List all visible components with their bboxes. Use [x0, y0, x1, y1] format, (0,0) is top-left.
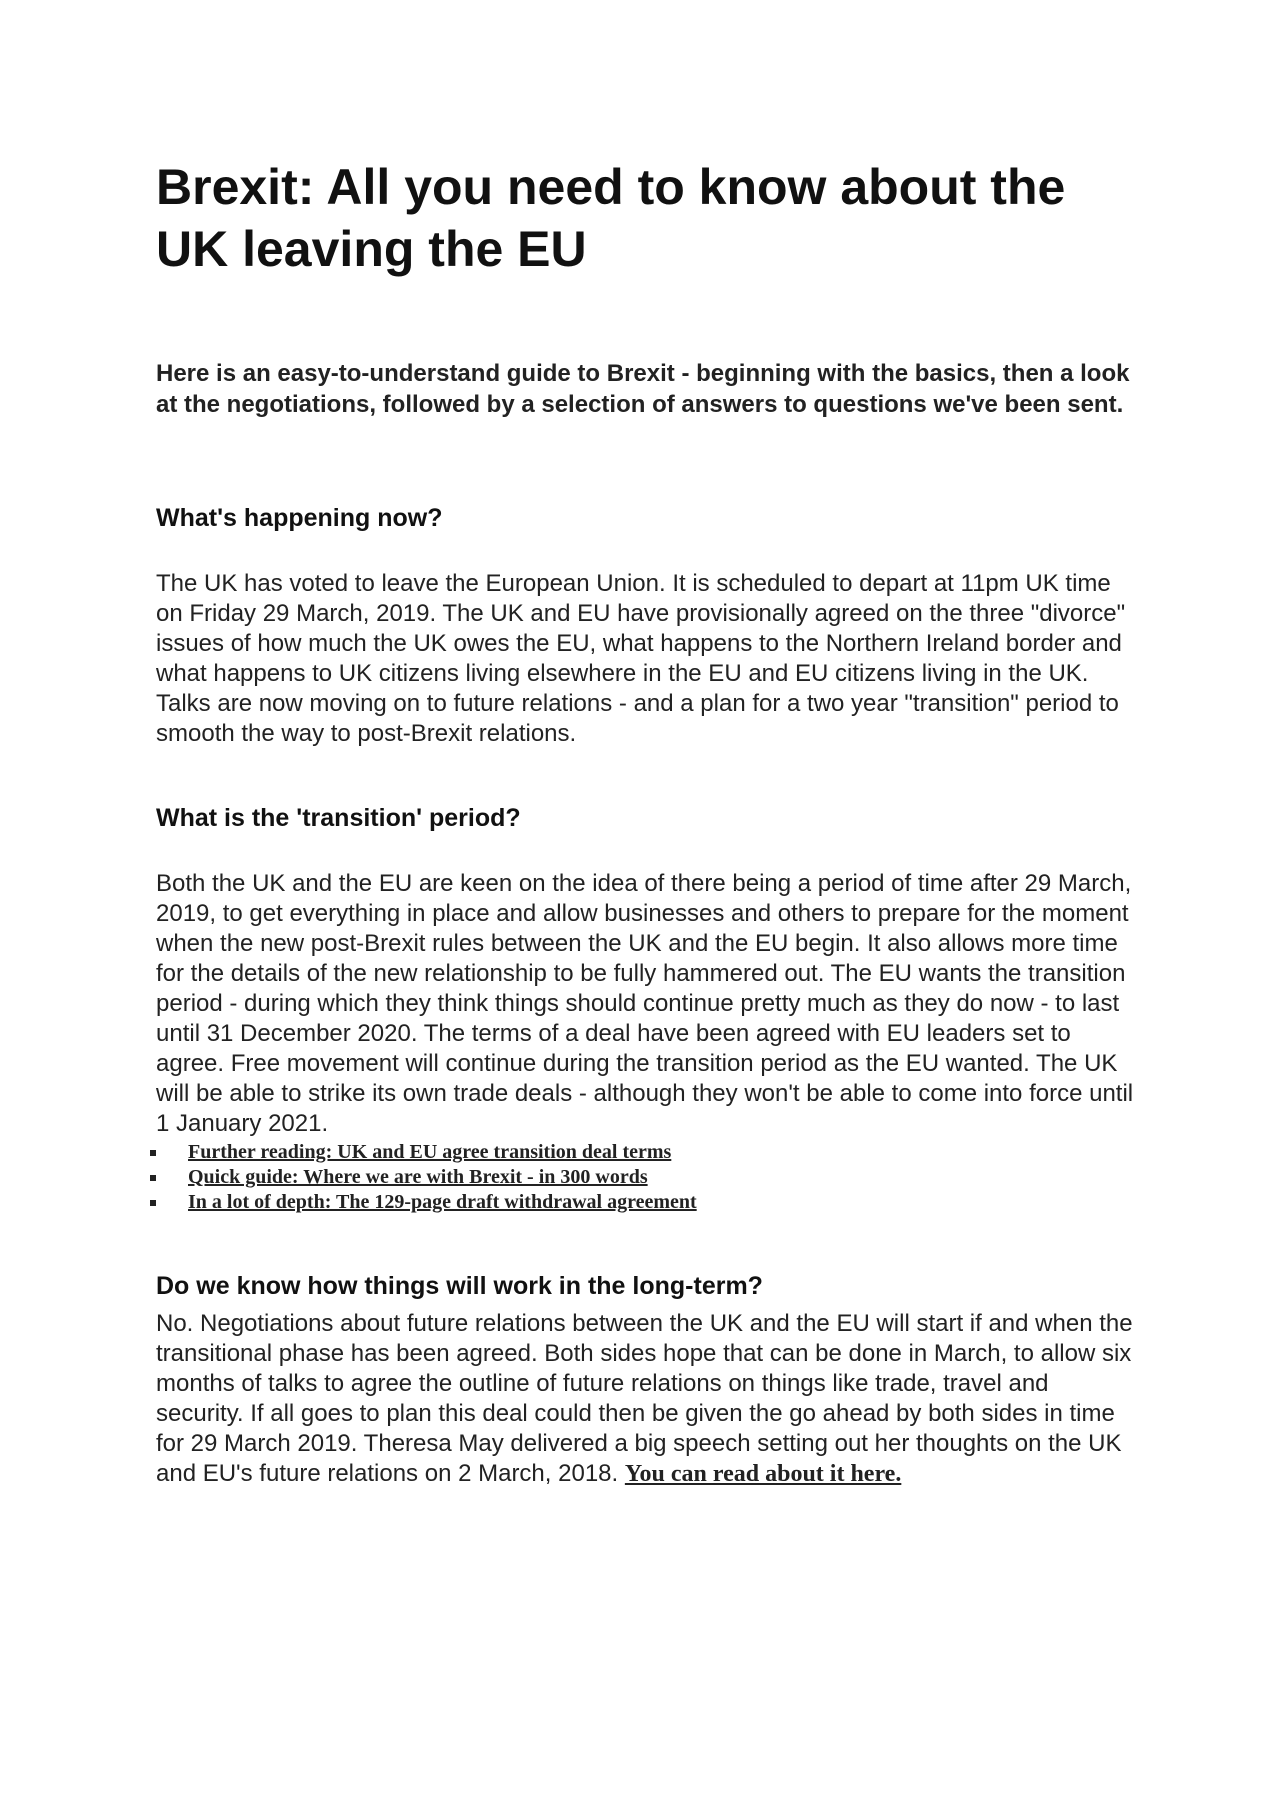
link-quick-guide[interactable]: Quick guide: Where we are with Brexit - in 300 words [188, 1166, 648, 1188]
section-body-long-term [156, 1309, 1141, 1489]
bullet-icon [150, 1150, 156, 1156]
list-item [156, 1190, 697, 1215]
section-heading-long-term: Do we know how things will work in the long-term? [156, 1272, 763, 1300]
link-read-about-speech[interactable]: You can read about it here. [624, 1461, 902, 1487]
bullet-icon [150, 1175, 156, 1181]
section-heading-transition: What is the 'transition' period? [156, 804, 521, 832]
further-reading-list [156, 1140, 697, 1215]
link-draft-withdrawal-agreement[interactable]: In a lot of depth: The 129-page draft withdrawal agreement [188, 1191, 697, 1213]
section-heading-happening-now: What's happening now? [156, 504, 443, 532]
section-body-transition: Both the UK and the EU are keen on the idea of there being a period of time after 29 March, 2019, to get everything in place and allow businesses and others to prepare for the moment when the new post-Brexit rules between the UK and the EU begin. It also allows more time for the details of the new relationship to be fully hammered out. The EU wants the transition period - during which they think things should continue pretty much as they do now - to last until 31 December 2020. The terms of a deal have been agreed with EU leaders set to agree. Free movement will continue during the transition period as the EU wanted. The UK will be able to strike its own trade deals - although they won't be able to come into force until 1 January 2021. [156, 870, 1134, 1137]
section-body-happening-now: The UK has voted to leave the European Union. It is scheduled to depart at 11pm UK time on Friday 29 March, 2019. The UK and EU have provisionally agreed on the three "divorce" issues of how much the UK owes the EU, what happens to the Northern Ireland border and what happens to UK citizens living elsewhere in the EU and EU citizens living in the UK. Talks are now moving on to future relations - and a plan for a two year "transition" period to smooth the way to post-Brexit relations. [156, 570, 1126, 747]
list-item [156, 1140, 697, 1165]
list-item [156, 1165, 697, 1190]
page-title: Brexit: All you need to know about the UK leaving the EU [156, 159, 1066, 277]
link-transition-deal-terms[interactable]: Further reading: UK and EU agree transition deal terms [188, 1141, 672, 1163]
intro-paragraph: Here is an easy-to-understand guide to Brexit - beginning with the basics, then a look at the negotiations, followed by a selection of answers to questions we've been sent. [156, 360, 1130, 418]
bullet-icon [150, 1200, 156, 1206]
section-body-long-term-text: No. Negotiations about future relations between the UK and the EU will start if and when the transitional phase has been agreed. Both sides hope that can be done in March, to allow six months of talks to agree the outline of future relations on things like trade, travel and security. If all goes to plan this deal could then be given the go ahead by both sides in time for 29 March 2019. Theresa May delivered a big speech setting out her thoughts on the UK and EU's future relations on 2 March, 2018. [156, 1310, 1133, 1487]
